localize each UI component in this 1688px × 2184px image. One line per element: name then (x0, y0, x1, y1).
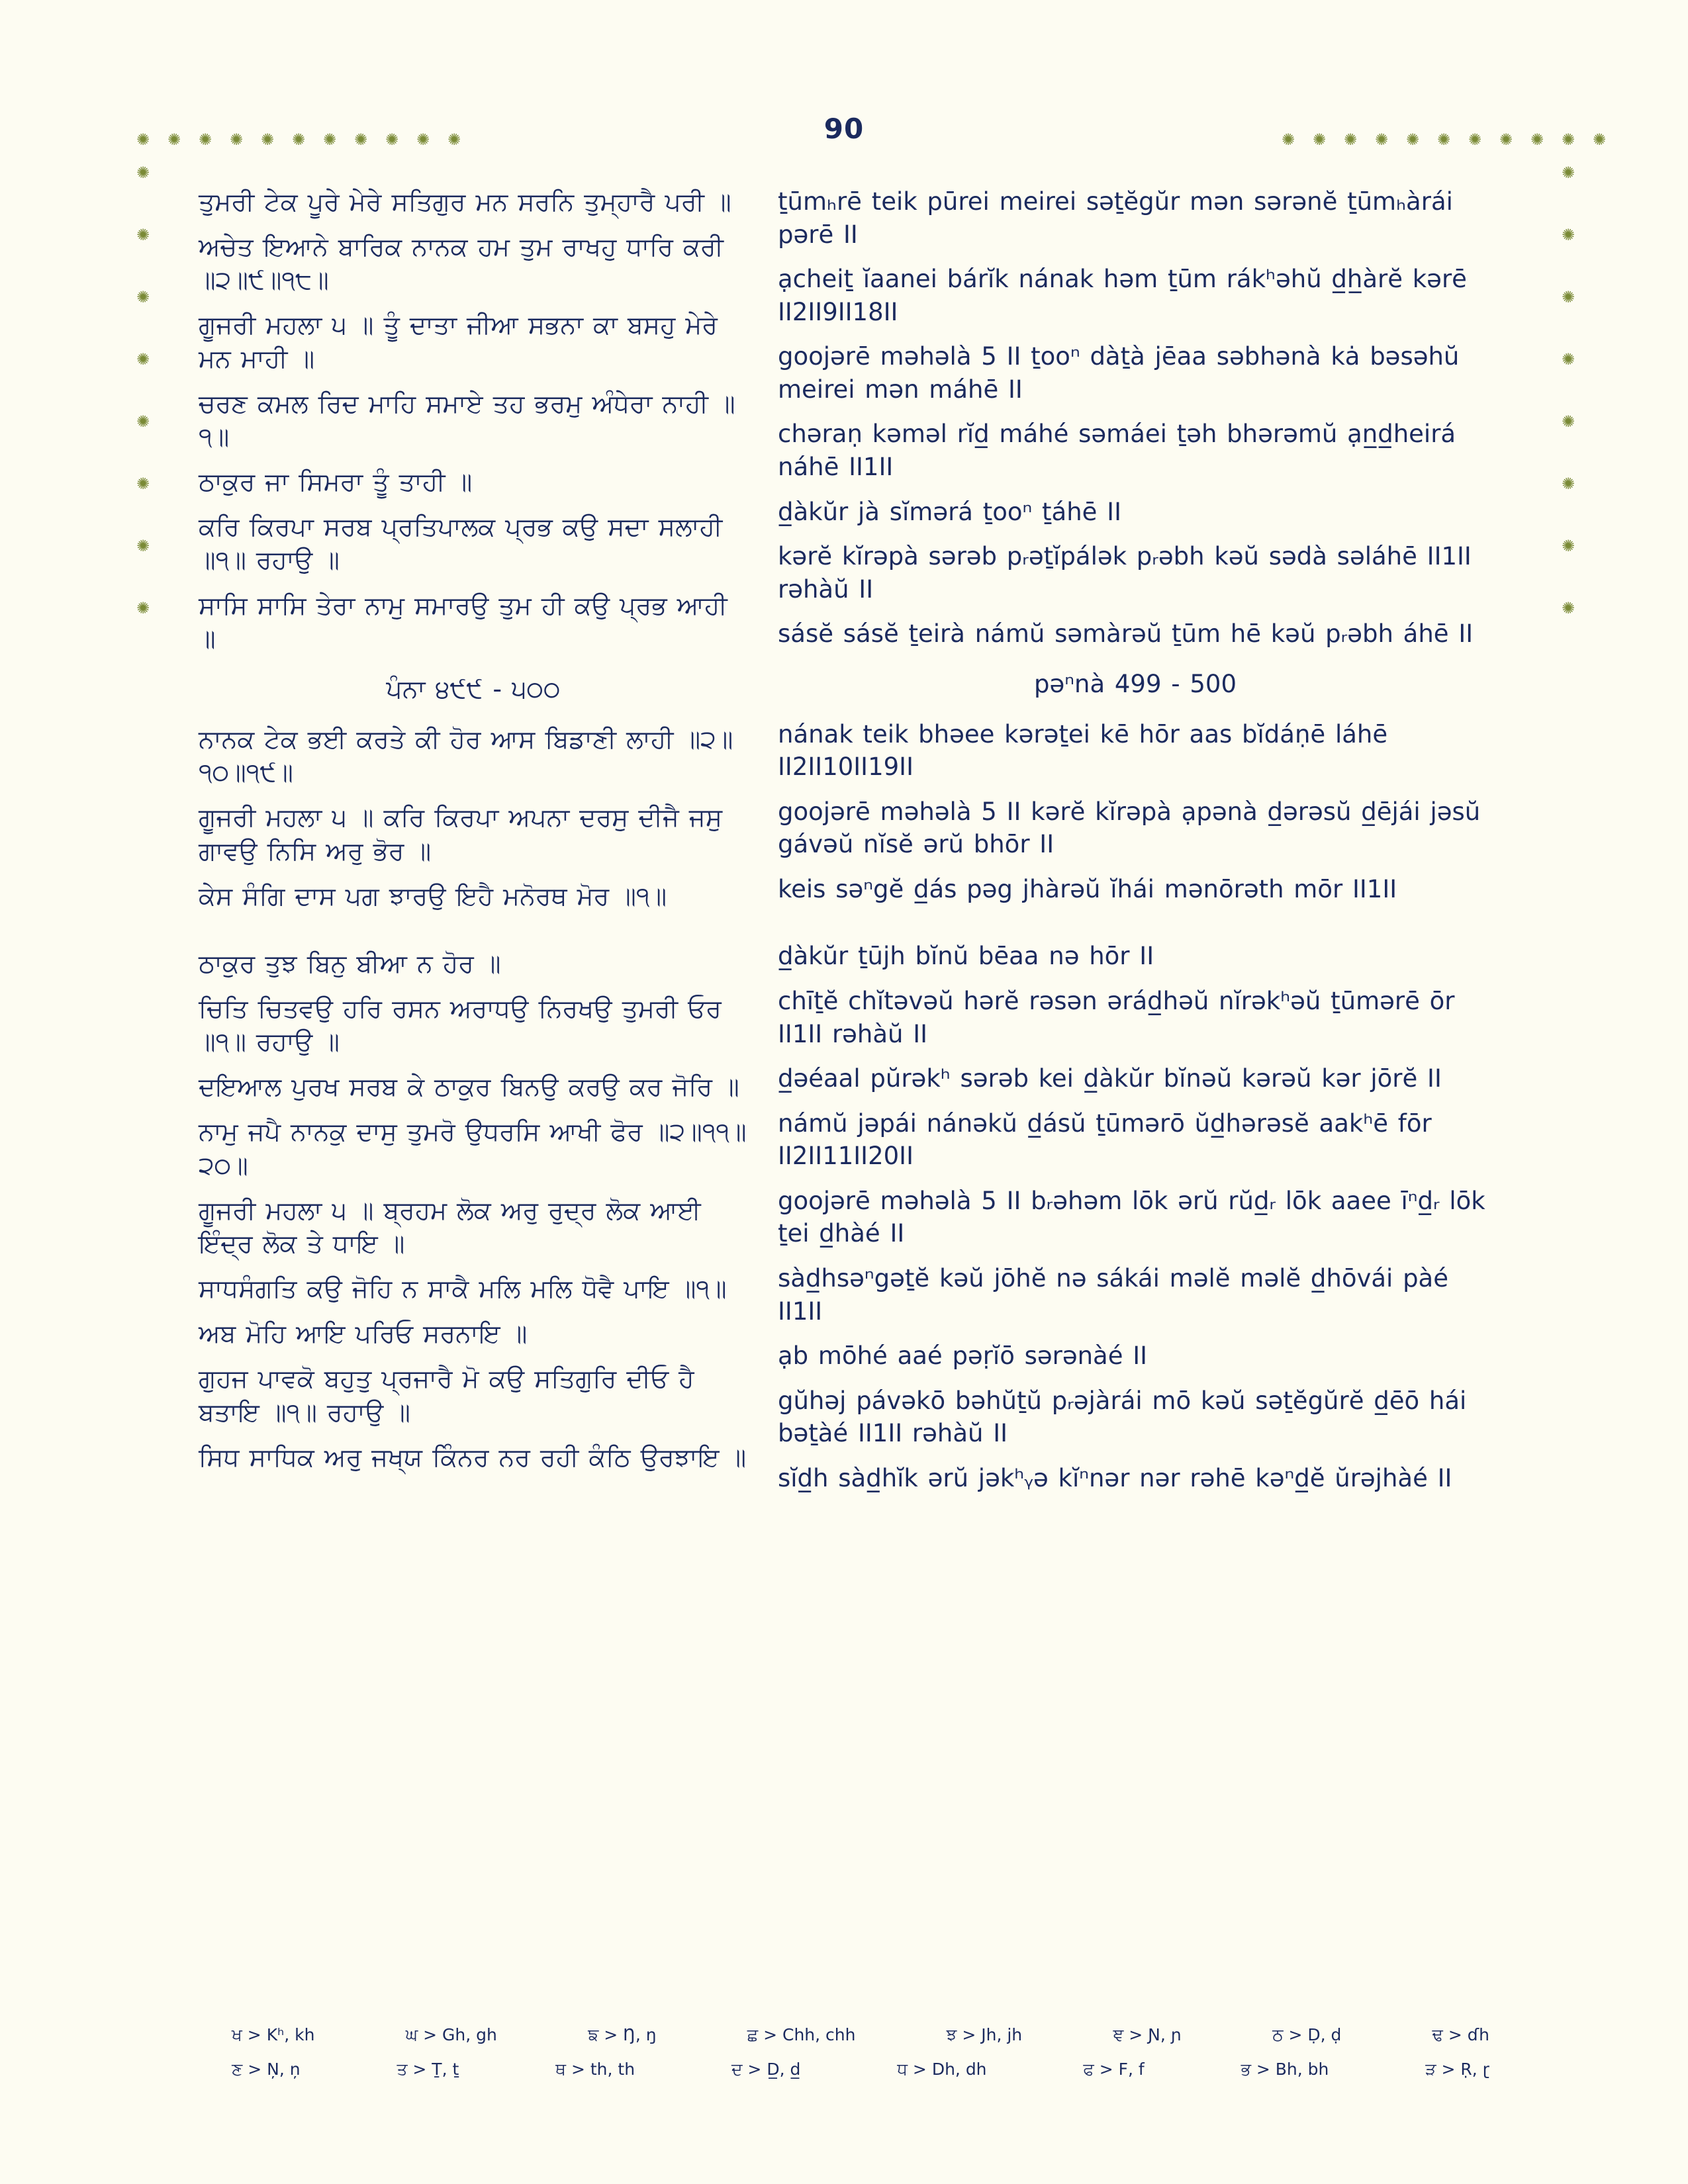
flower-icon (1561, 414, 1575, 429)
pronunciation-key-cell: ਧ > Dh, dh (897, 2060, 987, 2079)
gurmukhi-line: ਠਾਕੁਰ ਤੁਝ ਬਿਨੁ ਬੀਆ ਨ ਹੋਰ ॥ (199, 948, 501, 978)
flower-icon (1281, 132, 1295, 147)
gurmukhi-line: ਅਚੇਤ ਇਆਨੇ ਬਾਰਿਕ ਨਾਨਕ ਹਮ ਤੁਮ ਰਾਖਹੁ ਧਾਰਿ ਕਰੀ ॥੨॥੯॥੧੮॥ (199, 232, 724, 295)
pronunciation-key-cell: ਣ > Ņ, ņ (232, 2060, 301, 2079)
pronunciation-key-row (232, 2060, 1489, 2079)
transliteration-line: ạb mōhé aaé pəṛĭō sərənàé II (778, 1342, 1148, 1371)
transliteration-line: d̲àkŭr ṯūjh bĭnŭ bēaa nə hōr II (778, 942, 1154, 971)
gurmukhi-line: ਗੂਜਰੀ ਮਹਲਾ ੫ ॥ ਕਰਿ ਕਿਰਪਾ ਅਪਨਾ ਦਰਸੁ ਦੀਜੈ ਜਸੁ ਗਾਵਉ ਨਿਸਿ ਅਰੁ ਭੋਰ ॥ (199, 803, 723, 866)
flower-icon (1561, 352, 1575, 367)
flower-icon (1561, 290, 1575, 304)
pronunciation-key-cell: ਖ > Kʰ, kh (232, 2025, 315, 2044)
flower-icon (385, 132, 399, 147)
transliteration-line: nának teik bhəee kərəṯei kē hōr aas bĭdáṇē láhē II2II10II19II (778, 719, 1388, 782)
transliteration-column (778, 185, 1493, 1507)
transliteration-line: goojərē məhəlà 5 II kərĕ kĭrəpà ạpənà d̲ərəsŭ d̲ējái jəsŭ gávəŭ nĭsĕ ərŭ bhōr II (778, 797, 1481, 859)
pronunciation-key-cell: ਥ > th, th (555, 2060, 635, 2079)
flower-icon (229, 132, 244, 147)
gurmukhi-line: ਸਾਸਿ ਸਾਸਿ ਤੇਰਾ ਨਾਮੁ ਸਮਾਰਉ ਤੁਮ ਹੀ ਕਉ ਪ੍ਰਭ ਆਹੀ ॥ (199, 590, 727, 653)
transliteration-line: goojərē məhəlà 5 II bᵣəhəm lōk ərŭ rŭd̲ᵣ lōk aaee īⁿd̲ᵣ lōk ṯei d̲hàé II (778, 1186, 1485, 1248)
gurmukhi-line: ਚਿਤਿ ਚਿਤਵਉ ਹਰਿ ਰਸਨ ਅਰਾਧਉ ਨਿਰਖਉ ਤੁਮਰੀ ਓਰ ॥੧॥ ਰਹਾਉ ॥ (199, 993, 722, 1057)
transliteration-line: chəraṇ kəməl rĭd̲ máhé səmáei ṯəh bhərəmŭ ạn̲d̲heirá náhē II1II (778, 420, 1456, 482)
gurmukhi-line: ਸਿਧ ਸਾਧਿਕ ਅਰੁ ਜਖ੍ਯ ਕਿੰਨਰ ਨਰ ਰਹੀ ਕੰਠਿ ਉਰਝਾਇ ॥ (199, 1442, 747, 1472)
transliteration-line: sásĕ sásĕ ṯeirà námŭ səmàrəŭ ṯūm hē kəŭ pᵣəbh áhē II (778, 619, 1474, 649)
pronunciation-key-cell: ਢ > ɗh (1432, 2025, 1489, 2044)
flower-icon (136, 290, 150, 304)
flower-icon (136, 539, 150, 553)
transliteration-line: sĭd̲h sàd̲hĭk ərŭ jəkʰᵧə kĭⁿnər nər rəhē kəⁿd̲ĕ ŭrəjhàé II (778, 1463, 1452, 1492)
gurmukhi-column (199, 185, 748, 1486)
flower-icon (1530, 132, 1544, 147)
flower-icon (447, 132, 461, 147)
flower-icon (1592, 132, 1607, 147)
pronunciation-key-cell: ਤ > Ṯ, ṯ (397, 2060, 459, 2079)
flower-icon (1405, 132, 1420, 147)
gurmukhi-line: ਕਰਿ ਕਿਰਪਾ ਸਰਬ ਪ੍ਰਤਿਪਾਲਕ ਪ੍ਰਭ ਕਉ ਸਦਾ ਸਲਾਹੀ ॥੧॥ ਰਹਾਉ ॥ (199, 512, 723, 575)
gurmukhi-line: ਨਾਨਕ ਟੇਕ ਭਈ ਕਰਤੇ ਕੀ ਹੋਰ ਆਸ ਬਿਡਾਣੀ ਲਾਹੀ ॥੨॥੧੦॥੧੯॥ (199, 725, 733, 788)
flower-icon (1374, 132, 1389, 147)
pronunciation-key-cell: ਘ > Gh, gh (405, 2025, 497, 2044)
transliteration-line: ṯūmₕrē teik pūrei meirei səṯĕgŭr mən sərənĕ ṯūmₕàrái pərē II (778, 187, 1453, 249)
transliteration-line: d̲əéaal pŭrəkʰ sərəb kei d̲àkŭr bĭnəŭ kərəŭ kər jōrĕ II (778, 1064, 1442, 1093)
gurmukhi-line: ਗੂਜਰੀ ਮਹਲਾ ੫ ॥ ਤੂੰ ਦਾਤਾ ਜੀਆ ਸਭਨਾ ਕਾ ਬਸਹੁ ਮੇਰੇ ਮਨ ਮਾਹੀ ॥ (199, 310, 718, 373)
transliteration-line: chīṯĕ chĭtəvəŭ hərĕ rəsən ərád̲həŭ nĭrəkʰəŭ ṯūmərē ōr II1II rəhàŭ II (778, 986, 1455, 1048)
flower-icon (1499, 132, 1513, 147)
pronunciation-key-cell: ਝ > Jh, jh (946, 2025, 1023, 2044)
gurmukhi-line: ਗੁਹਜ ਪਾਵਕੋ ਬਹੁਤੁ ਪ੍ਰਜਾਰੈ ਮੋ ਕਉ ਸਤਿਗੁਰਿ ਦੀਓ ਹੈ ਬਤਾਇ ॥੧॥ ਰਹਾਉ ॥ (199, 1364, 694, 1427)
gurmukhi-line: ਠਾਕੁਰ ਜਾ ਸਿਮਰਾ ਤੂੰ ਤਾਹੀ ॥ (199, 467, 473, 497)
transliteration-line: kərĕ kĭrəpà sərəb pᵣəṯĭpálək pᵣəbh kəŭ sədà səláhē II1II rəhàŭ II (778, 542, 1472, 604)
flower-icon (136, 477, 150, 491)
flower-icon (136, 352, 150, 367)
pronunciation-key-row (232, 2025, 1489, 2045)
flower-icon (1436, 132, 1451, 147)
pronunciation-key-cell: ਛ > Chh, chh (747, 2025, 856, 2044)
flower-icon (198, 132, 212, 147)
gurmukhi-line: ਚਰਣ ਕਮਲ ਰਿਦ ਮਾਹਿ ਸਮਾਏ ਤਹ ਭਰਮੁ ਅੰਧੇਰਾ ਨਾਹੀ ॥੧॥ (199, 388, 735, 451)
transliteration-line: goojərē məhəlà 5 II ṯooⁿ dàṯà jēaa səbhənà kȧ bəsəhŭ meirei mən máhē II (778, 342, 1460, 404)
gurmukhi-line: ਅਬ ਮੋਹਿ ਆਇ ਪਰਿਓ ਸਰਨਾਇ ॥ (199, 1319, 528, 1349)
pronunciation-key-cell: ਭ > Bh, bh (1241, 2060, 1329, 2079)
flower-icon (167, 132, 181, 147)
flower-icon (322, 132, 337, 147)
flower-icon (1312, 132, 1327, 147)
flower-icon (136, 165, 150, 180)
transliteration-line: ạcheiṯ ĭaanei bárĭk nának həm ṯūm rákʰəhŭ d̲h̲àrĕ kərē II2II9II18II (778, 265, 1467, 326)
flower-icon (1468, 132, 1482, 147)
pronunciation-key-cell: ਫ > F, f (1083, 2060, 1145, 2079)
transliteration-line: námŭ jəpái nánəkŭ d̲ásŭ ṯūmərō ŭd̲hərəsĕ aakʰē fōr II2II11II20II (778, 1109, 1432, 1171)
gurmukhi-line: ਨਾਮੁ ਜਪੈ ਨਾਨਕੁ ਦਾਸੁ ਤੁਮਰੋ ਉਧਰਸਿ ਆਖੀ ਫੋਰ ॥੨॥੧੧॥੨੦॥ (199, 1117, 747, 1180)
pronunciation-key (232, 2025, 1489, 2094)
pronunciation-key-cell: ਦ > D̲, d̲ (731, 2060, 801, 2079)
gurmukhi-line: ਦਇਆਲ ਪੁਰਖ ਸਰਬ ਕੇ ਠਾਕੁਰ ਬਿਨਉ ਕਰਉ ਕਰ ਜੋਰਿ ॥ (199, 1072, 739, 1102)
flower-icon (1343, 132, 1358, 147)
flower-icon (1561, 539, 1575, 553)
flower-icon (136, 601, 150, 615)
flower-icon (1561, 601, 1575, 615)
flower-icon (291, 132, 306, 147)
page-number: 90 (823, 113, 865, 145)
flower-icon (1561, 228, 1575, 242)
flower-icon (136, 132, 150, 147)
flower-icon (1561, 132, 1575, 147)
flower-icon (136, 228, 150, 242)
flower-icon (353, 132, 368, 147)
gurmukhi-line: ਸਾਧਸੰਗਤਿ ਕਉ ਜੋਹਿ ਨ ਸਾਕੈ ਮਲਿ ਮਲਿ ਧੋਵੈ ਪਾਇ ॥੧॥ (199, 1274, 727, 1304)
transliteration-line: keis səⁿgĕ d̲ás pəg jhàrəŭ ĭhái mənōrəth mōr II1II (778, 874, 1397, 903)
pronunciation-key-cell: ਞ > Ɲ, ɲ (1113, 2025, 1182, 2044)
pronunciation-key-cell: ਙ > Ŋ, ŋ (588, 2025, 657, 2044)
gurmukhi-line: ਗੂਜਰੀ ਮਹਲਾ ੫ ॥ ਬ੍ਰਹਮ ਲੋਕ ਅਰੁ ਰੁਦ੍ਰ ਲੋਕ ਆਈ ਇੰਦ੍ਰ ਲੋਕ ਤੇ ਧਾਇ ॥ (199, 1195, 701, 1258)
flower-icon (1561, 477, 1575, 491)
transliteration-page-reference: pəⁿnà 499 - 500 (1034, 669, 1237, 698)
transliteration-line: gŭhəj pávəkō bəhŭṯŭ pᵣəjàrái mō kəŭ səṯĕgŭrĕ d̲ēō hái bəṯàé II1II rəhàŭ II (778, 1386, 1467, 1448)
gurmukhi-page-reference: ਪੰਨਾ ੪੯੯ - ੫੦੦ (386, 674, 561, 704)
pronunciation-key-cell: ਠ > Ḍ, ḍ (1272, 2025, 1342, 2044)
gurmukhi-line: ਤੁਮਰੀ ਟੇਕ ਪੂਰੇ ਮੇਰੇ ਸਤਿਗੁਰ ਮਨ ਸਰਨਿ ਤੁਮ੍ਹਾਰੈ ਪਰੀ ॥ (199, 187, 731, 216)
flower-icon (1561, 165, 1575, 180)
flower-icon (136, 414, 150, 429)
transliteration-line: d̲àkŭr jà sĭmərá ṯooⁿ ṯáhē II (778, 497, 1121, 526)
flower-icon (260, 132, 275, 147)
gurmukhi-line: ਕੇਸ ਸੰਗਿ ਦਾਸ ਪਗ ਝਾਰਉ ਇਹੈ ਮਨੋਰਥ ਮੋਰ ॥੧॥ (199, 881, 667, 911)
pronunciation-key-cell: ੜ > Ṛ, ɽ (1425, 2060, 1489, 2079)
transliteration-line: sàd̲hsəⁿgəṯĕ kəŭ jōhĕ nə sákái məlĕ məlĕ d̲hōvái pàé II1II (778, 1264, 1448, 1326)
flower-icon (416, 132, 430, 147)
